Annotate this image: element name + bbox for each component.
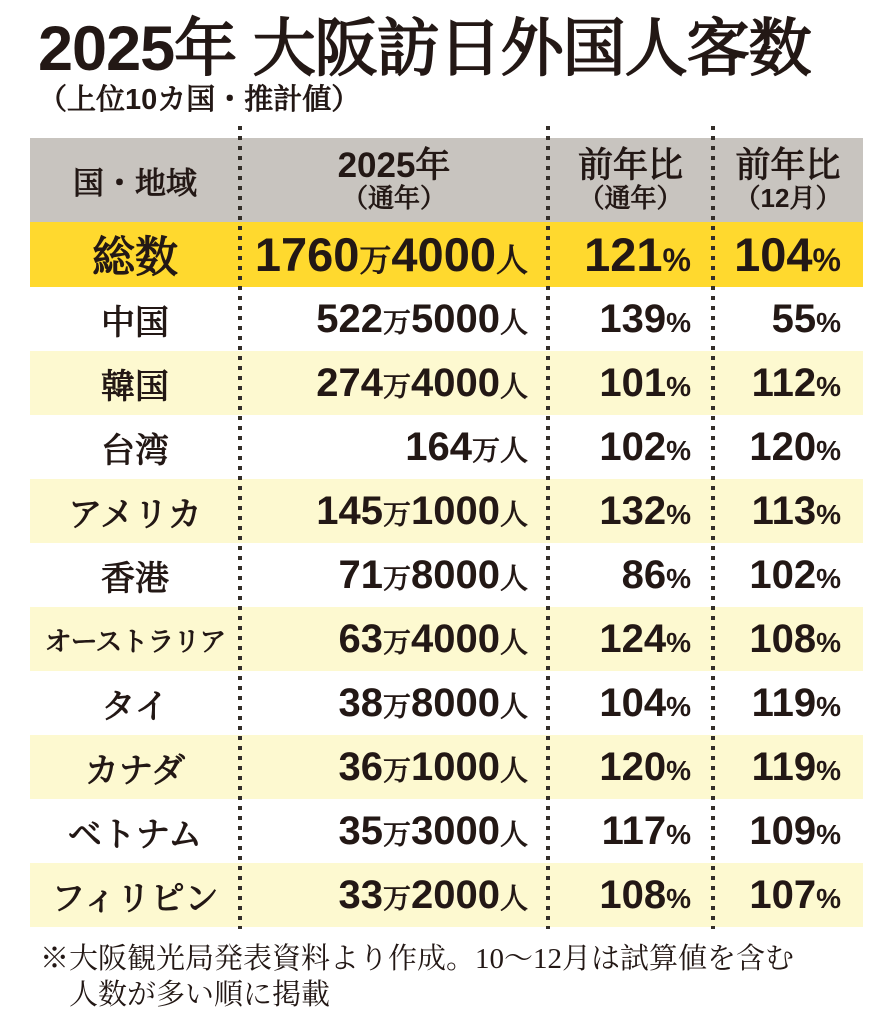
- row-visitors-count: 38万8000人: [338, 680, 528, 725]
- dotted-column-separator: [238, 126, 242, 929]
- row-region: 台湾: [101, 431, 169, 470]
- row-visitors-count: 71万8000人: [338, 552, 528, 597]
- visitors-table: [30, 138, 863, 927]
- header-yoy-dec-sub: （12月）: [734, 183, 842, 213]
- row-region: 総数: [92, 234, 178, 282]
- header-visitors-sub: （通年）: [341, 183, 446, 213]
- row-visitors-count: 145万1000人: [316, 488, 528, 533]
- table-row-total: [30, 222, 863, 287]
- row-region: フィリピン: [51, 879, 219, 918]
- row-yoy-december: 113%: [751, 488, 841, 533]
- footnote-line-1: ※大阪観光局発表資料より作成。10〜12月は試算値を含む: [40, 943, 795, 975]
- footnote: [40, 941, 794, 1013]
- table-row: [30, 415, 863, 479]
- header-yoy-year-main: 前年比: [577, 146, 683, 185]
- row-yoy-december: 108%: [749, 616, 841, 661]
- row-visitors-count: 274万4000人: [316, 360, 528, 405]
- row-yoy-december: 55%: [771, 296, 841, 341]
- header-yoy-dec: [713, 148, 863, 212]
- row-yoy-full-year: 120%: [599, 744, 691, 789]
- row-yoy-december: 119%: [751, 680, 841, 725]
- table-row: [30, 735, 863, 799]
- table-row: [30, 543, 863, 607]
- row-visitors-count: 35万3000人: [338, 808, 528, 853]
- row-visitors-count: 36万1000人: [338, 744, 528, 789]
- row-region: 中国: [101, 303, 169, 342]
- row-visitors-count: 1760万4000人: [254, 228, 528, 281]
- header-region: 国・地域: [73, 165, 197, 201]
- row-region: ベトナム: [67, 815, 203, 854]
- table-row: [30, 351, 863, 415]
- row-yoy-full-year: 139%: [599, 296, 691, 341]
- row-region: カナダ: [84, 751, 186, 790]
- row-visitors-count: 33万2000人: [338, 872, 528, 917]
- row-yoy-december: 112%: [751, 360, 841, 405]
- table-row: [30, 287, 863, 351]
- row-yoy-full-year: 102%: [599, 424, 691, 469]
- table-header-row: [30, 138, 863, 222]
- row-yoy-december: 119%: [751, 744, 841, 789]
- row-yoy-full-year: 86%: [621, 552, 691, 597]
- row-yoy-december: 109%: [749, 808, 841, 853]
- table-row: [30, 799, 863, 863]
- header-yoy-year: [548, 148, 713, 212]
- row-visitors-count: 522万5000人: [316, 296, 528, 341]
- table-row: [30, 671, 863, 735]
- row-yoy-december: 102%: [749, 552, 841, 597]
- table-row: [30, 479, 863, 543]
- table-body: [30, 222, 863, 927]
- page-subtitle: （上位10カ国・推計値）: [38, 84, 361, 116]
- header-yoy-dec-main: 前年比: [735, 146, 841, 185]
- table-row: [30, 607, 863, 671]
- row-yoy-full-year: 132%: [599, 488, 691, 533]
- row-region: アメリカ: [68, 495, 202, 534]
- header-yoy-year-sub: （通年）: [578, 183, 683, 213]
- row-yoy-full-year: 101%: [599, 360, 691, 405]
- row-yoy-december: 107%: [749, 872, 841, 917]
- row-yoy-full-year: 108%: [599, 872, 691, 917]
- dotted-column-separator: [546, 126, 550, 929]
- row-yoy-full-year: 104%: [599, 680, 691, 725]
- row-yoy-full-year: 124%: [599, 616, 691, 661]
- table-row: [30, 863, 863, 927]
- dotted-column-separator: [711, 126, 715, 929]
- row-yoy-december: 120%: [749, 424, 841, 469]
- row-region: タイ: [101, 687, 169, 726]
- row-visitors-count: 63万4000人: [338, 616, 528, 661]
- row-visitors-count: 164万人: [405, 424, 528, 469]
- row-yoy-full-year: 121%: [584, 228, 691, 281]
- row-yoy-december: 104%: [734, 228, 841, 281]
- row-yoy-full-year: 117%: [601, 808, 691, 853]
- row-region: 韓国: [101, 367, 169, 406]
- row-region: 香港: [101, 559, 169, 598]
- footnote-line-2: 人数が多い順に掲載: [69, 979, 331, 1011]
- header-visitors-main: 2025年: [337, 146, 451, 185]
- page-title: 2025年 大阪訪日外国人客数: [38, 14, 811, 84]
- row-region: オーストラリア: [44, 626, 226, 657]
- header-visitors-2025: [240, 148, 548, 212]
